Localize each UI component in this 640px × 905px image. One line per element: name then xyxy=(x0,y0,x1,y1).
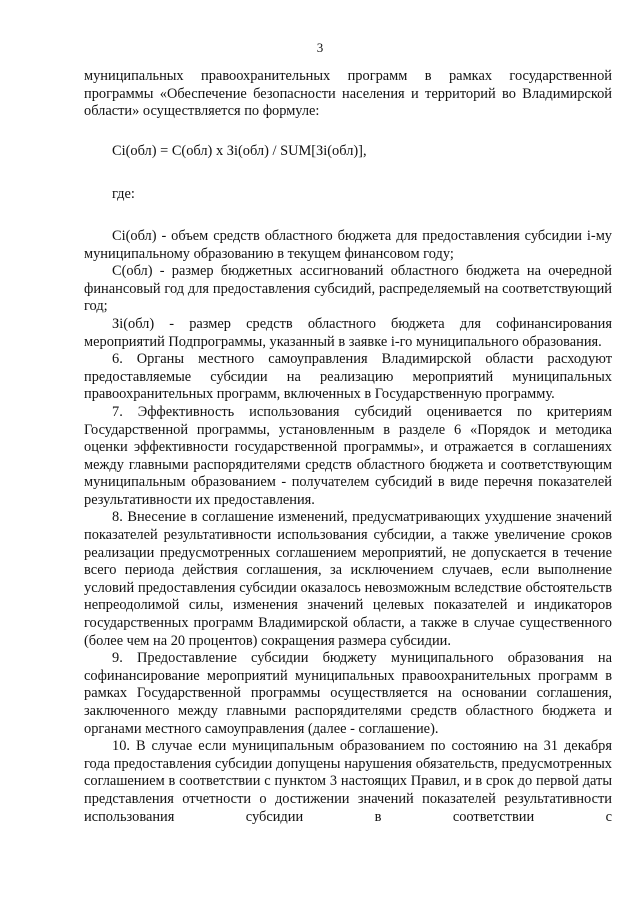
definition-ci: Ci(обл) - объем средств областного бюджета для предоставления субсидии i-му муниципальному образованию в текущем финансовом году; xyxy=(84,227,612,262)
paragraph-9: 9. Предоставление субсидии бюджету муниципального образования на софинансирование мероприятий муниципальных правоохранительных программ в рамках Государственной программы осуществляется на основании соглашения, заключенного между главными распорядителями средств областного бюджета и органами местного самоуправления (далее - соглашение). xyxy=(84,650,612,737)
definition-zi: Зi(обл) - размер средств областного бюджета для софинансирования мероприятий Подпрограммы, указанный в заявке i-го муниципального образования. xyxy=(84,315,612,350)
where-label: где: xyxy=(112,186,135,203)
page-number: 3 xyxy=(316,40,324,55)
document-body xyxy=(84,68,612,826)
paragraph-8: 8. Внесение в соглашение изменений, предусматривающих ухудшение значений показателей результативности использования субсидии, а также увеличение сроков реализации предусмотренных соглашением мероприятий, не допускается в течение всего периода действия соглашения, за исключением случаев, если выполнение условий предоставления субсидии оказалось невозможным вследствие обстоятельств непреодолимой силы, изменения значений целевых показателей и индикаторов государственных программ Владимирской области, а также в случае существенного (более чем на 20 процентов) сокращения размера субсидии. xyxy=(84,509,612,649)
paragraph-6: 6. Органы местного самоуправления Владимирской области расходуют предоставляемые субсидии на реализацию мероприятий муниципальных правоохранительных программ, включенных в Государственную программу. xyxy=(84,351,612,403)
formula: Ci(обл) = C(обл) x Зi(обл) / SUM[Зi(обл)], xyxy=(112,142,367,159)
definition-c: C(обл) - размер бюджетных ассигнований областного бюджета на очередной финансовый год для предоставления субсидий, распределяемый на соответствующий год; xyxy=(84,263,612,315)
paragraph-10: 10. В случае если муниципальным образованием по состоянию на 31 декабря года предоставления субсидии допущены нарушения обязательств, предусмотренных соглашением в соответствии с пунктом 3 настоящих Правил, и в срок до первой даты представления отчетности о достижении значений показателей результативности использования субсидии в соответствии с xyxy=(84,738,612,825)
intro-paragraph: муниципальных правоохранительных программ в рамках государственной программы «Обеспечение безопасности населения и территорий во Владимирской области» осуществляется по формуле: xyxy=(84,68,612,120)
paragraph-7: 7. Эффективность использования субсидий оценивается по критериям Государственной программы, установленным в разделе 6 «Порядок и методика оценки эффективности государственной программы», и отражается в соглашениях между главными распорядителями средств областного бюджета и соответствующим муниципальным образованием - получателем субсидий в виде перечня показателей результативности их предоставления. xyxy=(84,403,612,508)
